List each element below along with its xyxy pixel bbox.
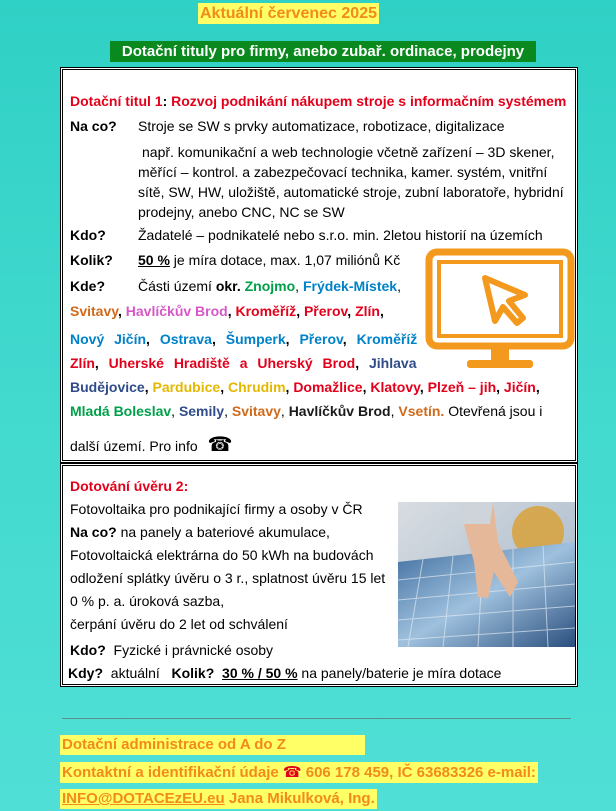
info-line: další území. Pro info ☎ [70, 432, 233, 456]
kolik-label: Kolik? [70, 252, 113, 268]
kdo-label: Kdo? [70, 227, 106, 243]
grant2-line-5: 0 % p. a. úroková sazba, [70, 593, 225, 609]
description-block: např. komunikační a web technologie včetně zařízení – 3D skener, měřící – kontrol. a zabezpečovací technika, kamer. systém, vnitřní sítě, SW, HW, uložiště, automatické stroje, zubní laboratoře, hybridní prodejny, anebo CNC, NC se SW [138, 144, 564, 220]
grant2-line-6: čerpání úvěru do 2 let od schválení [70, 616, 288, 632]
na-co-label: Na co? [70, 118, 117, 134]
grant2-heading: Dotování úvěru 2: [70, 478, 189, 494]
footer-line-3: INFO@DOTACEzEU.eu Jana Mikulková, Ing. [62, 790, 375, 807]
kde-text: Části území okr. Znojmo, Frýdek-Místek, [138, 278, 401, 294]
regions-line-3: Zlín, Uherské Hradiště a Uherský Brod, Jihlava [70, 355, 417, 371]
regions-line-5: Mladá Boleslav, Semily, Svitavy, Havlíčkův Brod, Vsetín. Otevřená jsou i [70, 403, 543, 419]
phone-icon: ☎ [207, 432, 233, 456]
divider [62, 718, 571, 719]
grant2-kdy-kolik: Kdy? aktuální Kolik? 30 % / 50 % na panely/baterie je míra dotace [68, 665, 502, 681]
regions-line-2: Nový Jičín, Ostrava, Šumperk, Přerov, Kroměříž [70, 331, 418, 347]
kolik-text: 50 % je míra dotace, max. 1,07 miliónů Kč [138, 252, 401, 268]
computer-monitor-icon [425, 248, 575, 374]
kdo-text: Žadatelé – podnikatelé nebo s.r.o. min. 2letou historií na územích [138, 227, 543, 243]
grant2-kdo: Kdo? Fyzické i právnické osoby [70, 642, 274, 658]
page-title: Aktuální červenec 2025 [200, 5, 377, 22]
footer-line-2: Kontaktní a identifikační údaje ☎ 606 178 459, IČ 63683326 e-mail: [62, 763, 536, 781]
grant2-line-3: Fotovoltaická elektrárna do 50 kWh na budovách [70, 547, 374, 563]
kde-label: Kde? [70, 278, 105, 294]
footer-line-1: Dotační administrace od A do Z [60, 735, 365, 755]
email-link[interactable]: INFO@DOTACEzEU.eu [62, 790, 225, 807]
page-subtitle: Dotační tituly pro firmy, anebo zubař. ordinace, prodejny [110, 41, 536, 62]
regions-line-1: Svitavy, Havlíčkův Brod, Kroměříž, Přerov, Zlín, [70, 303, 384, 319]
grant2-na-co: Na co? na panely a bateriové akumulace, [70, 524, 330, 540]
grant2-line-1: Fotovoltaika pro podnikající firmy a osoby v ČR [70, 501, 363, 517]
solar-panel-photo [398, 502, 575, 647]
grant2-line-4: odložení splátky úvěru o 3 r., splatnost úvěru 15 let [70, 570, 386, 586]
regions-line-4: Budějovice, Pardubice, Chrudim, Domažlice, Klatovy, Plzeň – jih, Jičín, [70, 379, 540, 395]
phone-icon: ☎ [282, 763, 302, 781]
na-co-text: Stroje se SW s prvky automatizace, robotizace, digitalizace [138, 118, 505, 134]
grant-box-2 [60, 463, 578, 687]
grant1-heading: Dotační titul 1: Rozvoj podnikání nákupem stroje s informačním systémem [70, 93, 567, 109]
grant-box-1 [60, 67, 578, 463]
